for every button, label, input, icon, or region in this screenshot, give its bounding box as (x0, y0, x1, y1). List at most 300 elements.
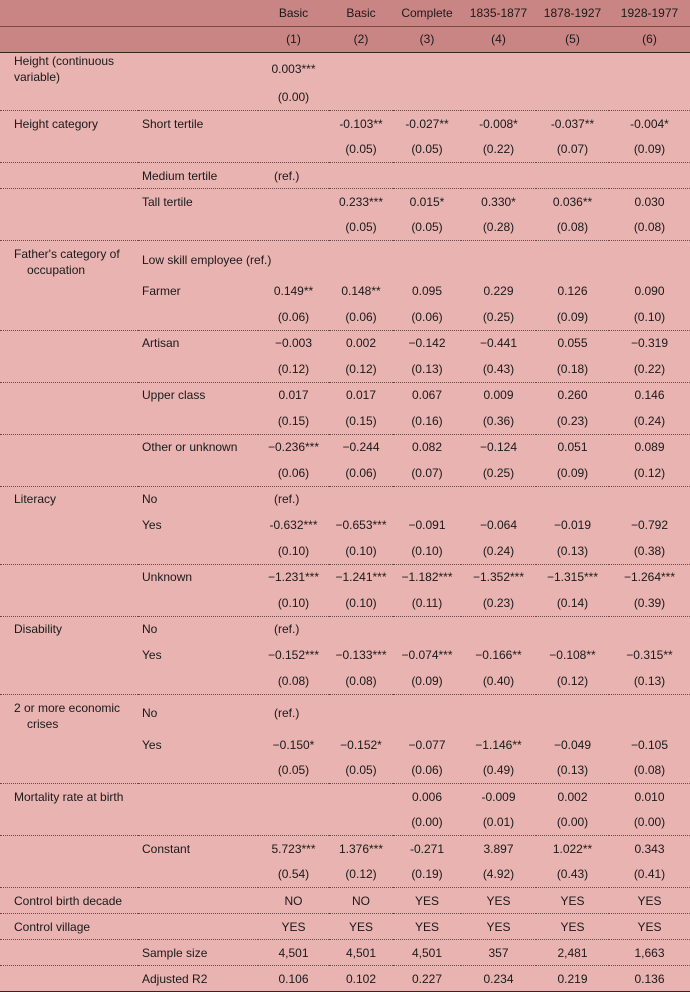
model-header: 1835-1877 (461, 0, 536, 26)
value-cell: (0.00) (536, 810, 609, 836)
value-cell: −0.152* (340, 737, 382, 752)
value-cell: YES (536, 914, 609, 940)
value-cell: −0.133*** (335, 648, 387, 662)
value-cell: 0.102 (329, 966, 393, 992)
category-label: No (142, 706, 158, 720)
table-row (0, 914, 690, 940)
category-label (138, 85, 258, 111)
category-label: Artisan (142, 336, 180, 351)
value-cell: (0.12) (329, 356, 393, 382)
value-cell (393, 616, 461, 642)
value-cell (258, 137, 329, 163)
value-cell (329, 163, 393, 189)
table-row (0, 215, 690, 241)
value-cell (393, 163, 461, 189)
variable-label (0, 616, 138, 642)
variable-label (0, 668, 138, 694)
category-label (138, 888, 258, 914)
category-label (138, 215, 258, 241)
category-label (138, 590, 258, 616)
variable-label (0, 836, 138, 862)
value-cell: 4,501 (258, 940, 329, 966)
value-cell: 0.009 (483, 388, 514, 403)
table-row (0, 512, 690, 538)
value-cell: −1.264*** (623, 570, 676, 585)
variable-label (0, 914, 138, 940)
value-cell: −0.441 (479, 336, 518, 351)
value-cell: 0.149** (273, 284, 314, 298)
variable-label (0, 304, 138, 330)
reference-marker: (ref.) (274, 706, 300, 720)
variable-label (0, 382, 138, 408)
value-cell: 0.051 (557, 440, 588, 455)
value-cell (461, 241, 536, 279)
value-cell: -0.037** (550, 116, 595, 131)
value-cell (536, 163, 609, 189)
value-cell: (0.39) (609, 590, 690, 616)
value-cell: −0.236*** (267, 440, 320, 455)
value-cell (461, 52, 536, 85)
value-cell: (0.12) (536, 668, 609, 694)
value-cell: −0.244 (342, 440, 380, 455)
value-cell: 357 (461, 940, 536, 966)
value-cell: 1.376*** (338, 841, 384, 856)
value-cell: 0.330* (481, 194, 516, 209)
category-label: Short tertile (142, 116, 204, 131)
value-cell (329, 486, 393, 512)
category-label (138, 137, 258, 163)
category-label (138, 52, 258, 85)
value-cell: NO (258, 888, 329, 914)
value-cell: (0.05) (329, 215, 393, 241)
value-cell (461, 694, 536, 732)
table-row (0, 668, 690, 694)
table-row (0, 137, 690, 163)
value-cell: (0.05) (329, 758, 393, 784)
category-label: No (142, 492, 158, 507)
value-cell (536, 85, 609, 111)
value-cell: (0.13) (393, 356, 461, 382)
value-cell: (0.12) (609, 460, 690, 486)
value-cell: 0.343 (634, 841, 665, 856)
value-cell: (0.13) (609, 668, 690, 694)
category-label: Yes (142, 648, 162, 662)
value-cell: (0.23) (536, 408, 609, 434)
value-cell (609, 616, 690, 642)
category-label (138, 810, 258, 836)
value-cell: −0.074*** (401, 648, 453, 662)
category-label (138, 460, 258, 486)
table-row (0, 616, 690, 642)
value-cell: (0.10) (609, 304, 690, 330)
value-cell: 2,481 (536, 940, 609, 966)
value-cell (461, 486, 536, 512)
value-cell: −0.019 (553, 518, 592, 532)
value-cell: 4,501 (393, 940, 461, 966)
value-cell: (0.22) (609, 356, 690, 382)
value-cell: (0.12) (258, 356, 329, 382)
variable-label (0, 215, 138, 241)
value-cell: (0.07) (536, 137, 609, 163)
value-cell: −0.124 (479, 440, 518, 455)
value-cell: (0.24) (609, 408, 690, 434)
value-cell (536, 486, 609, 512)
variable-label (0, 111, 138, 137)
header-row-numbers (0, 26, 690, 52)
value-cell: 0.148** (341, 284, 381, 298)
value-cell: (0.06) (329, 460, 393, 486)
model-header: Complete (393, 0, 461, 26)
table-row (0, 189, 690, 215)
value-cell: (0.08) (536, 215, 609, 241)
table-row (0, 732, 690, 758)
value-cell: (0.08) (609, 758, 690, 784)
value-cell: 0.136 (609, 966, 690, 992)
value-cell: -0.271 (409, 841, 445, 856)
value-cell (329, 616, 393, 642)
value-cell (461, 163, 536, 189)
value-cell: 0.055 (557, 336, 588, 351)
value-cell: 0.002 (557, 789, 588, 804)
variable-label (0, 163, 138, 189)
value-cell: (0.11) (393, 590, 461, 616)
variable-label (0, 694, 138, 732)
value-cell (329, 52, 393, 85)
value-cell (329, 85, 393, 111)
value-cell: 0.036** (552, 194, 593, 209)
value-cell: −0.108** (549, 648, 596, 662)
table-row (0, 836, 690, 862)
value-cell: YES (329, 914, 393, 940)
value-cell: -0.632*** (269, 518, 318, 532)
value-cell: 0.095 (411, 284, 443, 298)
table-row (0, 434, 690, 460)
value-cell: 0.227 (393, 966, 461, 992)
table-row (0, 52, 690, 85)
value-cell: −0.653*** (335, 518, 387, 532)
value-cell (329, 784, 393, 810)
value-cell: (0.25) (461, 460, 536, 486)
table-row (0, 758, 690, 784)
variable-label (0, 538, 138, 564)
value-cell: −0.049 (553, 737, 592, 752)
variable-label (0, 784, 138, 810)
value-cell: (0.49) (461, 758, 536, 784)
category-label: Medium tertile (138, 163, 258, 189)
category-label: Other or unknown (142, 440, 238, 455)
category-label: Adjusted R2 (138, 966, 258, 992)
category-label: Tall tertile (142, 194, 193, 209)
model-header: 1878-1927 (536, 0, 609, 26)
value-cell: -0.004* (630, 116, 669, 131)
table-row (0, 460, 690, 486)
value-cell (258, 784, 329, 810)
table-row (0, 694, 690, 732)
category-label (138, 408, 258, 434)
value-cell: (0.10) (329, 590, 393, 616)
variable-label (0, 460, 138, 486)
value-cell: (0.36) (461, 408, 536, 434)
value-cell: (0.05) (393, 215, 461, 241)
value-cell: 0.126 (557, 284, 588, 298)
variable-label-text: Father's category of (14, 247, 120, 261)
table-row (0, 278, 690, 304)
value-cell: (0.00) (258, 85, 329, 111)
value-cell: −0.142 (408, 336, 446, 351)
value-cell (461, 616, 536, 642)
value-cell: (0.28) (461, 215, 536, 241)
category-label: Yes (142, 518, 162, 532)
category-label (138, 538, 258, 564)
value-cell: (0.19) (393, 862, 461, 888)
value-cell: 5.723*** (271, 841, 316, 856)
value-cell: YES (609, 888, 690, 914)
value-cell: 0.003*** (271, 61, 316, 76)
category-label: Unknown (142, 570, 193, 585)
value-cell: (0.15) (329, 408, 393, 434)
value-cell: −1.146** (475, 737, 522, 752)
value-cell: 0.106 (258, 966, 329, 992)
value-cell: (0.22) (461, 137, 536, 163)
variable-label (0, 434, 138, 460)
table-row (0, 241, 690, 279)
value-cell: -0.008* (479, 116, 518, 131)
value-cell (258, 810, 329, 836)
value-cell: (0.25) (461, 304, 536, 330)
value-cell: (0.05) (329, 137, 393, 163)
value-cell: (0.00) (393, 810, 461, 836)
value-cell: YES (461, 914, 536, 940)
table-row (0, 810, 690, 836)
variable-label-text: Literacy (14, 492, 57, 507)
variable-label (0, 940, 138, 966)
value-cell: YES (536, 888, 609, 914)
variable-label-text: Disability (14, 622, 63, 637)
value-cell: 0.082 (411, 440, 443, 455)
variable-label-text: crises (27, 716, 59, 731)
value-cell (609, 85, 690, 111)
table-row (0, 408, 690, 434)
value-cell: (0.13) (536, 538, 609, 564)
category-label (138, 356, 258, 382)
category-label: Low skill employee (ref.) (142, 252, 272, 267)
variable-label (0, 810, 138, 836)
variable-label (0, 862, 138, 888)
variable-label (0, 590, 138, 616)
value-cell (393, 241, 461, 279)
value-cell: (0.06) (393, 758, 461, 784)
value-cell: (0.41) (609, 862, 690, 888)
value-cell (536, 52, 609, 85)
category-label (138, 862, 258, 888)
variable-label (0, 278, 138, 304)
value-cell: -0.009 (481, 789, 516, 804)
value-cell: (0.05) (258, 758, 329, 784)
value-cell: 3.897 (483, 841, 514, 856)
value-cell: (0.24) (461, 538, 536, 564)
category-label: Constant (142, 841, 191, 856)
value-cell: (0.18) (536, 356, 609, 382)
value-cell: (0.12) (329, 862, 393, 888)
value-cell: −0.105 (630, 737, 669, 752)
value-cell: −1.315*** (546, 570, 599, 585)
category-label (138, 914, 258, 940)
reference-marker: (ref.) (258, 163, 329, 189)
value-cell: YES (393, 914, 461, 940)
value-cell: (0.06) (258, 460, 329, 486)
variable-label (0, 486, 138, 512)
table-row (0, 538, 690, 564)
variable-label (0, 966, 138, 992)
value-cell: (0.10) (393, 538, 461, 564)
value-cell (393, 694, 461, 732)
model-number: (4) (461, 26, 536, 52)
value-cell (536, 694, 609, 732)
value-cell: 0.090 (634, 284, 665, 298)
variable-label (0, 356, 138, 382)
value-cell: 0.260 (557, 388, 588, 403)
variable-label-text: 2 or more economic (14, 700, 121, 715)
value-cell: (0.40) (461, 668, 536, 694)
category-label: Farmer (142, 284, 181, 298)
category-label: Upper class (142, 388, 206, 403)
value-cell: 0.219 (536, 966, 609, 992)
value-cell: 0.015* (409, 194, 445, 209)
value-cell: (0.10) (329, 538, 393, 564)
table-row (0, 163, 690, 189)
value-cell: (0.08) (258, 668, 329, 694)
table-body (0, 52, 690, 992)
value-cell: 4,501 (329, 940, 393, 966)
category-label (138, 668, 258, 694)
value-cell: (0.06) (329, 304, 393, 330)
variable-label (0, 137, 138, 163)
value-cell (393, 85, 461, 111)
variable-label (0, 85, 138, 111)
value-cell (609, 694, 690, 732)
value-cell: −1.231*** (267, 570, 320, 585)
variable-label-text: Control village (14, 919, 91, 934)
value-cell (609, 241, 690, 279)
value-cell (393, 486, 461, 512)
variable-label-text: Height category (14, 116, 99, 131)
value-cell (329, 810, 393, 836)
value-cell (258, 215, 329, 241)
category-label (138, 758, 258, 784)
value-cell: (4.92) (461, 862, 536, 888)
value-cell: (0.06) (258, 304, 329, 330)
reference-marker: (ref.) (274, 622, 300, 637)
model-number: (5) (536, 26, 609, 52)
category-label (138, 784, 258, 810)
value-cell: 0.146 (634, 388, 665, 403)
variable-label (0, 888, 138, 914)
value-cell: −0.091 (408, 518, 446, 532)
value-cell: −0.315** (626, 648, 673, 662)
variable-label-text: Mortality rate at birth (14, 789, 124, 804)
value-cell: (0.08) (329, 668, 393, 694)
model-header: 1928-1977 (609, 0, 690, 26)
variable-label (0, 408, 138, 434)
value-cell: (0.09) (609, 137, 690, 163)
variable-label (0, 330, 138, 356)
category-label (138, 304, 258, 330)
value-cell: (0.10) (258, 590, 329, 616)
table-row (0, 382, 690, 408)
variable-label (0, 732, 138, 758)
value-cell (393, 52, 461, 85)
value-cell: 0.229 (483, 284, 514, 298)
value-cell: 0.002 (345, 336, 377, 351)
value-cell (258, 189, 329, 215)
value-cell: -0.027** (405, 116, 449, 131)
variable-label (0, 241, 138, 279)
category-label: Yes (142, 737, 162, 752)
value-cell: (0.00) (609, 810, 690, 836)
value-cell: (0.05) (393, 137, 461, 163)
value-cell: −0.064 (479, 518, 518, 532)
value-cell: 0.067 (411, 388, 443, 403)
value-cell: 0.006 (411, 789, 443, 804)
value-cell: YES (393, 888, 461, 914)
value-cell: NO (329, 888, 393, 914)
value-cell: 0.234 (461, 966, 536, 992)
variable-label (0, 758, 138, 784)
variable-label (0, 642, 138, 668)
value-cell: −1.241*** (335, 570, 387, 585)
value-cell: (0.10) (258, 538, 329, 564)
value-cell: −0.150* (272, 737, 315, 752)
variable-label (0, 564, 138, 590)
model-number: (3) (393, 26, 461, 52)
value-cell: (0.43) (536, 862, 609, 888)
value-cell: (0.09) (536, 460, 609, 486)
value-cell: (0.07) (393, 460, 461, 486)
table-row (0, 564, 690, 590)
variable-label (0, 189, 138, 215)
value-cell: −1.182*** (401, 570, 453, 585)
model-number: (1) (258, 26, 329, 52)
value-cell: YES (258, 914, 329, 940)
variable-label (0, 512, 138, 538)
value-cell: (0.09) (536, 304, 609, 330)
table-row (0, 888, 690, 914)
table-row (0, 784, 690, 810)
model-number: (2) (329, 26, 393, 52)
value-cell: (0.15) (258, 408, 329, 434)
value-cell: 0.233*** (338, 194, 384, 209)
value-cell: YES (609, 914, 690, 940)
value-cell: 0.089 (634, 440, 665, 455)
table-row (0, 966, 690, 992)
value-cell (536, 241, 609, 279)
table-row (0, 862, 690, 888)
table-row (0, 642, 690, 668)
value-cell: −0.152*** (267, 648, 320, 662)
variable-label (0, 52, 138, 85)
model-header: Basic (329, 0, 393, 26)
table-row (0, 940, 690, 966)
value-cell (258, 111, 329, 137)
value-cell: 0.017 (345, 388, 377, 403)
table-row (0, 356, 690, 382)
table-row (0, 111, 690, 137)
variable-label-text: occupation (27, 263, 86, 277)
value-cell: (0.06) (393, 304, 461, 330)
value-cell: 1.022** (552, 841, 593, 856)
value-cell: (0.01) (461, 810, 536, 836)
category-label: No (142, 622, 158, 637)
